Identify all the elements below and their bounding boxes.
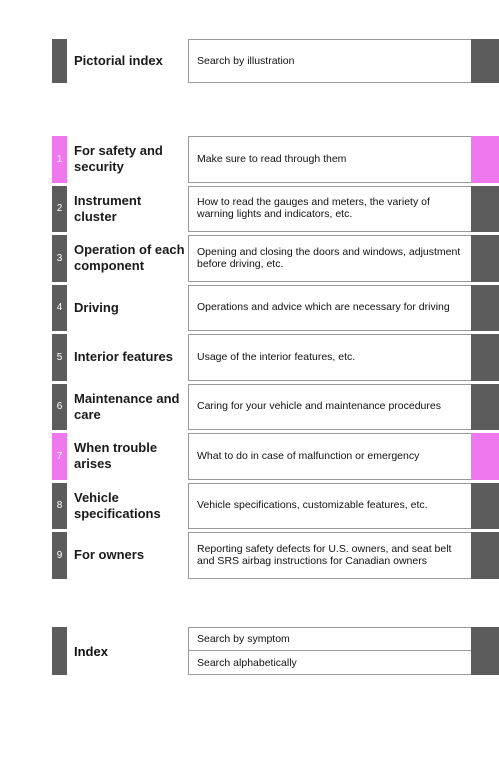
- chapter-row-6[interactable]: [52, 384, 499, 431]
- index-item-label: Search alphabetically: [188, 651, 471, 675]
- chapter-description: Usage of the interior features, etc.: [188, 334, 471, 381]
- chapter-tab[interactable]: [471, 532, 499, 579]
- chapter-tab[interactable]: [471, 186, 499, 233]
- chapter-description: Reporting safety defects for U.S. owners, and seat belt and SRS airbag instructions for Canadian owners: [188, 532, 471, 579]
- chapter-description: Caring for your vehicle and maintenance procedures: [188, 384, 471, 431]
- chapter-title: Maintenance and care: [74, 390, 180, 422]
- chapter-title: Vehicle specifications: [74, 489, 161, 521]
- pictorial-index-row[interactable]: [52, 39, 499, 83]
- chapter-description: Opening and closing the doors and windows, adjustment before driving, etc.: [188, 235, 471, 282]
- chapter-row-9[interactable]: [52, 532, 499, 579]
- chapter-number: 4: [52, 285, 67, 332]
- pictorial-index-bar: [52, 39, 67, 83]
- chapter-number: 8: [52, 483, 67, 530]
- chapter-description: What to do in case of malfunction or emergency: [188, 433, 471, 480]
- pictorial-index-tab[interactable]: [471, 39, 499, 83]
- chapter-title: When trouble arises: [74, 440, 158, 472]
- chapter-tab[interactable]: [471, 433, 499, 480]
- chapter-tab[interactable]: [471, 136, 499, 183]
- chapter-tab[interactable]: [471, 483, 499, 530]
- chapter-number: 2: [52, 186, 67, 233]
- chapter-row-2[interactable]: [52, 186, 499, 233]
- chapter-row-8[interactable]: [52, 483, 499, 530]
- index-section: [52, 627, 499, 675]
- chapter-title: For owners: [74, 547, 145, 563]
- index-tab[interactable]: [471, 627, 499, 651]
- index-tab[interactable]: [471, 651, 499, 675]
- chapter-description: Vehicle specifications, customizable features, etc.: [188, 483, 471, 530]
- chapter-title: Interior features: [74, 349, 173, 365]
- index-item-label: Search by symptom: [188, 627, 471, 651]
- chapter-number: 6: [52, 384, 67, 431]
- chapter-number: 5: [52, 334, 67, 381]
- chapter-description: Make sure to read through them: [188, 136, 471, 183]
- chapter-title: Operation of each component: [74, 242, 185, 274]
- chapter-number: 9: [52, 532, 67, 579]
- chapter-row-1[interactable]: [52, 136, 499, 183]
- chapter-description: Operations and advice which are necessary for driving: [188, 285, 471, 332]
- chapter-number: 3: [52, 235, 67, 282]
- chapter-title: Instrument cluster: [74, 192, 142, 224]
- chapter-row-3[interactable]: [52, 235, 499, 282]
- chapter-tab[interactable]: [471, 384, 499, 431]
- chapter-row-5[interactable]: [52, 334, 499, 381]
- pictorial-index-title: Pictorial index: [74, 53, 163, 68]
- chapter-tab[interactable]: [471, 235, 499, 282]
- chapter-title: Driving: [74, 299, 119, 315]
- index-bar: [52, 627, 67, 675]
- chapter-description: How to read the gauges and meters, the variety of warning lights and indicators, etc.: [188, 186, 471, 233]
- chapter-title: For safety and security: [74, 143, 163, 175]
- chapter-tab[interactable]: [471, 334, 499, 381]
- chapter-number: 7: [52, 433, 67, 480]
- chapter-row-7[interactable]: [52, 433, 499, 480]
- chapter-number: 1: [52, 136, 67, 183]
- index-title: Index: [74, 643, 108, 659]
- index-item-symptom[interactable]: [188, 627, 499, 651]
- chapter-row-4[interactable]: [52, 285, 499, 332]
- chapter-tab[interactable]: [471, 285, 499, 332]
- pictorial-index-description: Search by illustration: [188, 39, 471, 83]
- index-item-alphabetical[interactable]: [188, 651, 499, 675]
